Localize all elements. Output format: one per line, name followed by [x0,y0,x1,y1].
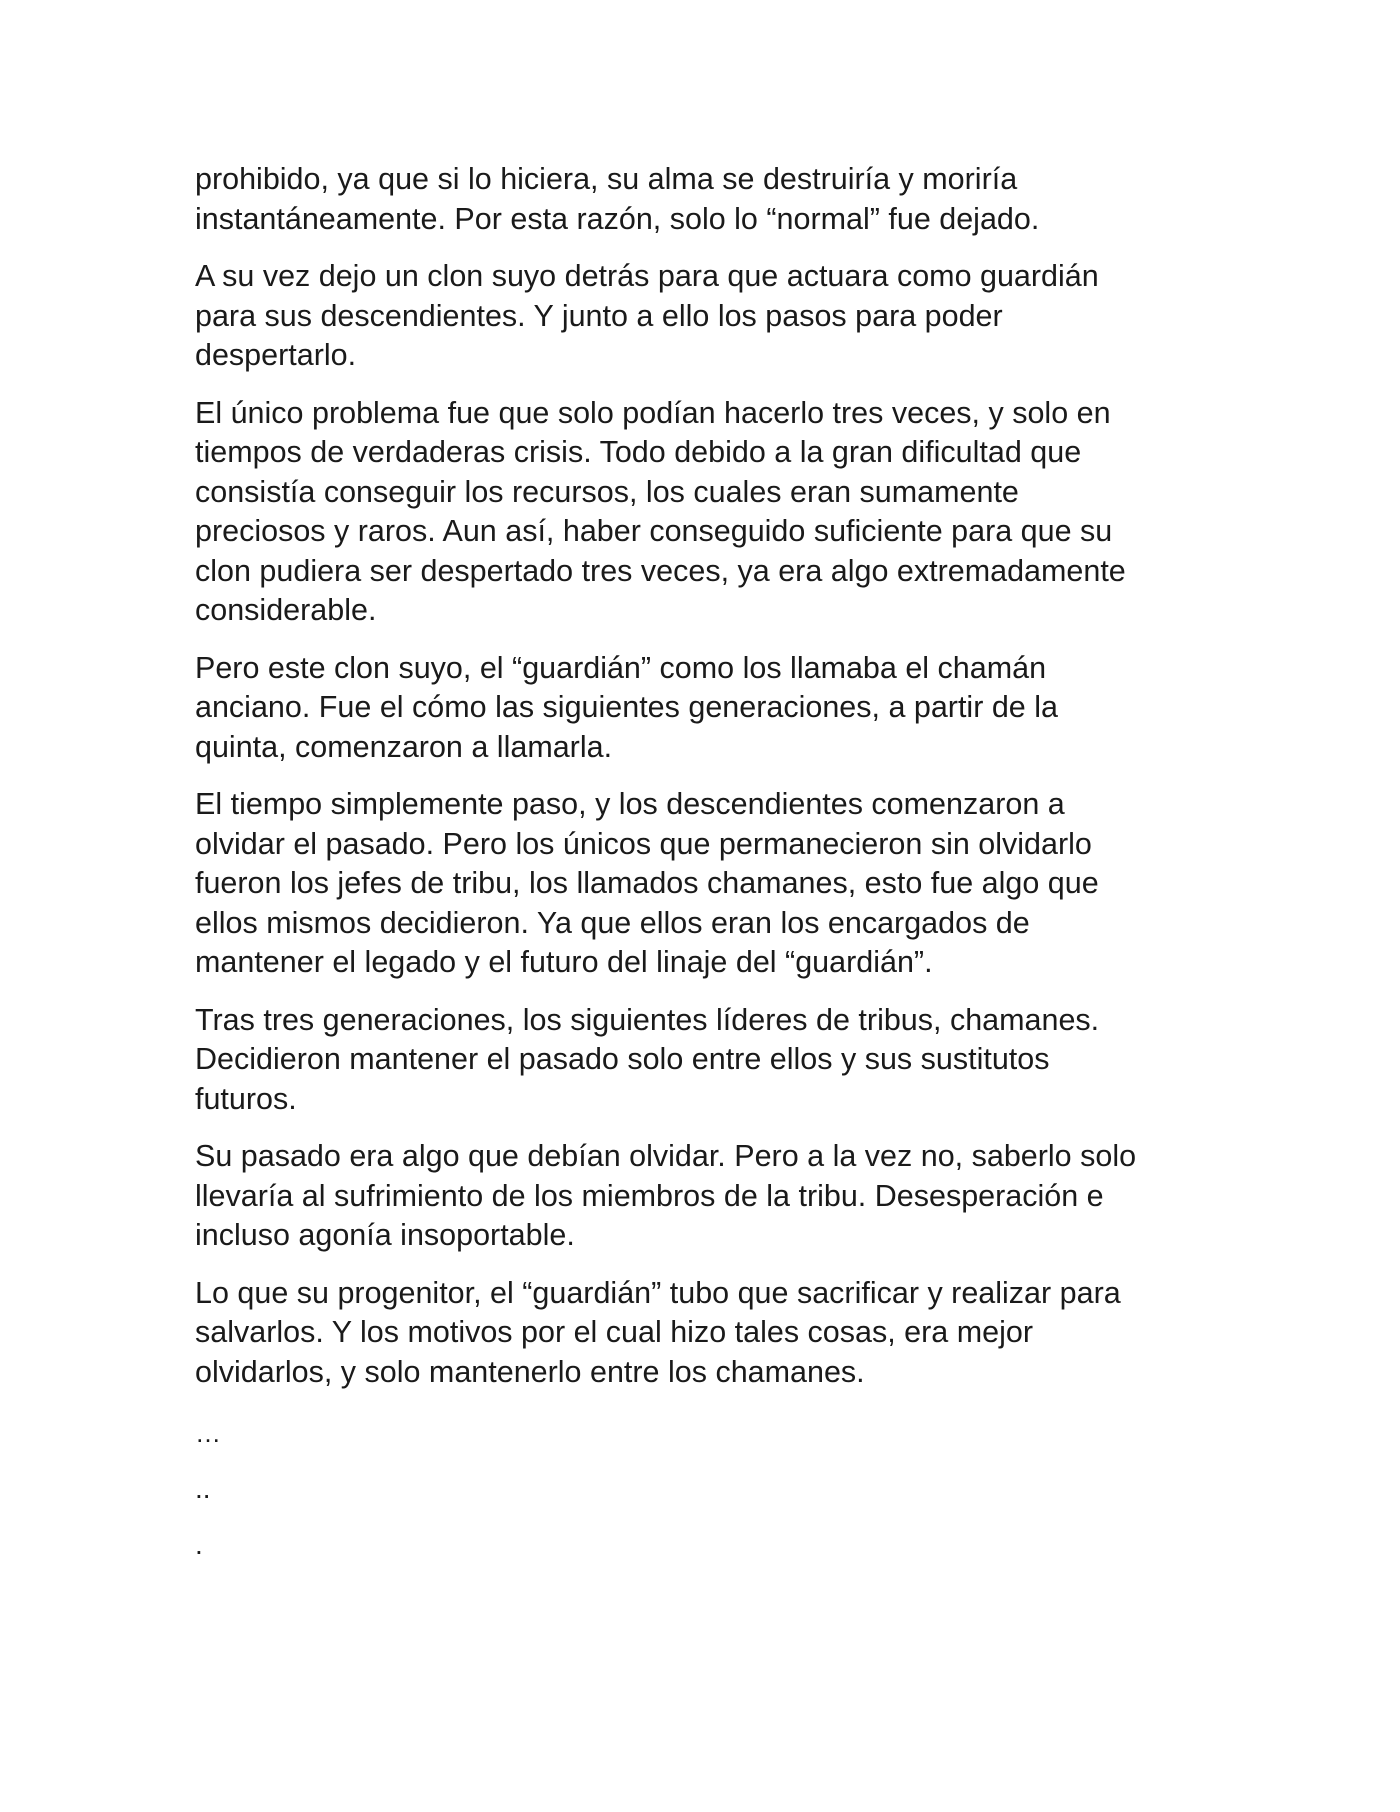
body-text [195,160,1195,1582]
text-line: tiempos de verdaderas crisis. Todo debido a la gran dificultad que [195,435,1082,469]
text-line: Pero este clon suyo, el “guardián” como los llamaba el chamán [195,650,1047,685]
text-line: El tiempo simplemente paso, y los descendientes comenzaron a [195,787,1065,821]
text-line: anciano. Fue el cómo las siguientes generaciones, a partir de la [195,690,1058,724]
paragraph-5 [195,785,1195,983]
text-line: consistía conseguir los recursos, los cuales eran sumamente [195,474,1019,509]
text-line: preciosos y raros. Aun así, haber conseguido suficiente para que su [195,514,1113,548]
text-line: llevaría al sufrimiento de los miembros de la tribu. Desesperación e [195,1178,1104,1213]
text-line: quinta, comenzaron a llamarla. [195,729,613,764]
text-line: salvarlos. Y los motivos por el cual hizo tales cosas, era mejor [195,1315,1033,1349]
text-line: A su vez dejo un clon suyo detrás para que actuara como guardián [195,259,1099,293]
text-line: incluso agonía insoportable. [195,1218,575,1252]
text-line: Tras tres generaciones, los siguientes líderes de tribus, chamanes. [195,1002,1100,1037]
text-line: despertarlo. [195,338,357,372]
text-line: clon pudiera ser despertado tres veces, ya era algo extremadamente [195,553,1126,588]
text-line: futuros. [195,1081,297,1116]
text-line: ellos mismos decidieron. Ya que ellos eran los encargados de [195,905,1030,940]
text-line: fueron los jefes de tribu, los llamados chamanes, esto fue algo que [195,866,1099,900]
text-line: prohibido, ya que si lo hiciera, su alma se destruiría y moriría [195,162,1018,196]
text-line: considerable. [195,593,377,627]
text-line: Lo que su progenitor, el “guardián” tubo que sacrificar y realizar para [195,1275,1121,1310]
text-line: para sus descendientes. Y junto a ello los pasos para poder [195,298,1003,333]
text-line: instantáneamente. Por esta razón, solo lo “normal” fue dejado. [195,201,1040,236]
text-line: Decidieron mantener el pasado solo entre ellos y sus sustitutos [195,1042,1050,1076]
text-line: El único problema fue que solo podían hacerlo tres veces, y solo en [195,395,1111,430]
paragraph-7 [195,1137,1195,1256]
text-line: olvidar el pasado. Pero los únicos que permanecieron sin olvidarlo [195,826,1092,861]
paragraph-1 [195,160,1195,239]
ellipsis-one-dot: . [195,1529,203,1560]
paragraph-6 [195,1001,1195,1120]
text-line: mantener el legado y el futuro del linaje del “guardián”. [195,945,933,979]
paragraph-3 [195,394,1195,631]
text-line: Su pasado era algo que debían olvidar. Pero a la vez no, saberlo solo [195,1139,1137,1173]
paragraph-4 [195,649,1195,768]
ellipsis-three-dots: … [195,1418,221,1448]
text-line: olvidarlos, y solo mantenerlo entre los chamanes. [195,1354,865,1389]
paragraph-8 [195,1274,1195,1393]
paragraph-2 [195,257,1195,376]
ellipsis-two-dots: .. [195,1473,211,1504]
